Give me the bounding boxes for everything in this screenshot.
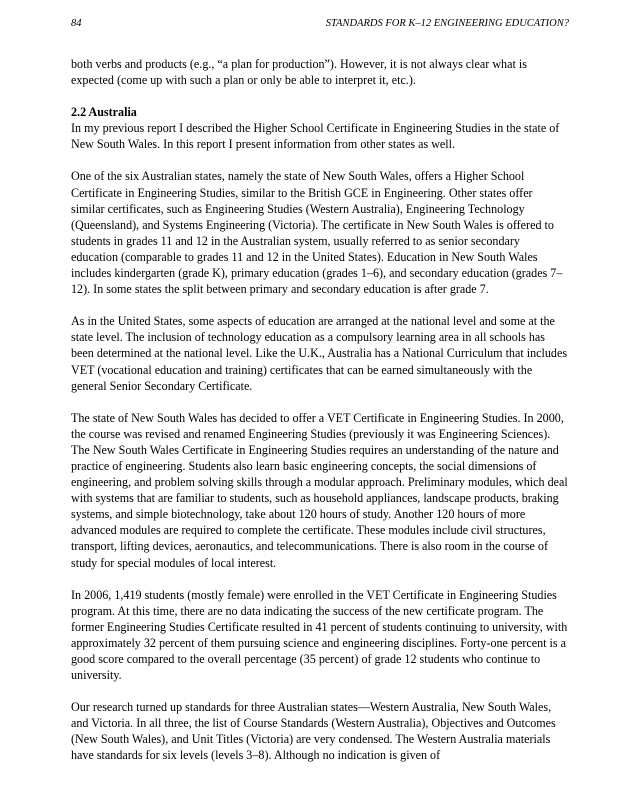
paragraph: As in the United States, some aspects of education are arranged at the national level and some at the state level. The inclusion of technology education as a compulsory learning area in all schools has been determined at the national level. Like the U.K., Australia has a National Curriculum that includes VET (vocational education and training) certificates that can be earned simultaneously with the general Senior Secondary Certificate. [71, 314, 568, 393]
paragraph: The state of New South Wales has decided to offer a VET Certificate in Engineering Studies. In 2000, the course was revised and renamed Engineering Studies (previously it was Engineering Sciences). The New South Wales Certificate in Engineering Studies requires an understanding of the nature and practice of engineering. Students also learn basic engineering concepts, the social dimensions of engineering, and problem solving skills through a modular approach. Preliminary modules, which deal with systems that are familiar to students, such as household appliances, landscape products, braking systems, and simple biotechnology, take about 120 hours of study. Another 120 hours of more advanced modules are required to complete the certificate. These modules include civil structures, transport, lifting devices, aeronautics, and telecommunications. There is also room in the course of study for special modules of local interest. [71, 410, 568, 570]
paragraph: One of the six Australian states, namely the state of New South Wales, offers a Higher School Certificate in Engineering Studies, similar to the British GCE in Engineering. Other states offer similar certificates, such as Engineering Studies (Western Australia), Engineering Technology (Queensland), and Systems Engineering (Victoria). The certificate in New South Wales is offered to students in grades 11 and 12 in the Australian system, usually referred to as senior secondary education (comparable to grades 11 and 12 in the United States). Education in New South Wales includes kindergarten (grade K), primary education (grades 1–6), and secondary education (grades 7–12). In some states the split between primary and secondary education is after grade 7. [71, 169, 563, 297]
body-text [71, 56, 569, 780]
paragraph: In my previous report I described the Higher School Certificate in Engineering Studies in the state of New South Wales. In this report I present information from other states as well. [71, 121, 560, 152]
paragraph: In 2006, 1,419 students (mostly female) were enrolled in the VET Certificate in Engineering Studies program. At this time, there are no data indicating the success of the new certificate program. The former Engineering Studies Certificate resulted in 41 percent of students continuing to university, with approximately 32 percent of them pursuing science and engineering disciplines. Forty-one percent is a good score compared to the overall percentage (35 percent) of grade 12 students who continue to university. [71, 587, 568, 683]
paragraph: both verbs and products (e.g., “a plan for production”). However, it is not always clear what is expected (come up with such a plan or only be able to interpret it, etc.). [71, 57, 527, 88]
running-header-title: STANDARDS FOR K–12 ENGINEERING EDUCATION? [325, 18, 569, 29]
page-number: 84 [71, 18, 82, 29]
section-heading: 2.2 Australia [71, 105, 137, 120]
paragraph: Our research turned up standards for three Australian states—Western Australia, New South Wales, and Victoria. In all three, the list of Course Standards (Western Australia), Objectives and Outcomes (New South Wales), and Unit Titles (Victoria) are very condensed. The Western Australia materials have standards for six levels (levels 3–8). Although no indication is given of [71, 700, 556, 763]
section-australia [71, 104, 569, 152]
running-header [71, 17, 569, 31]
